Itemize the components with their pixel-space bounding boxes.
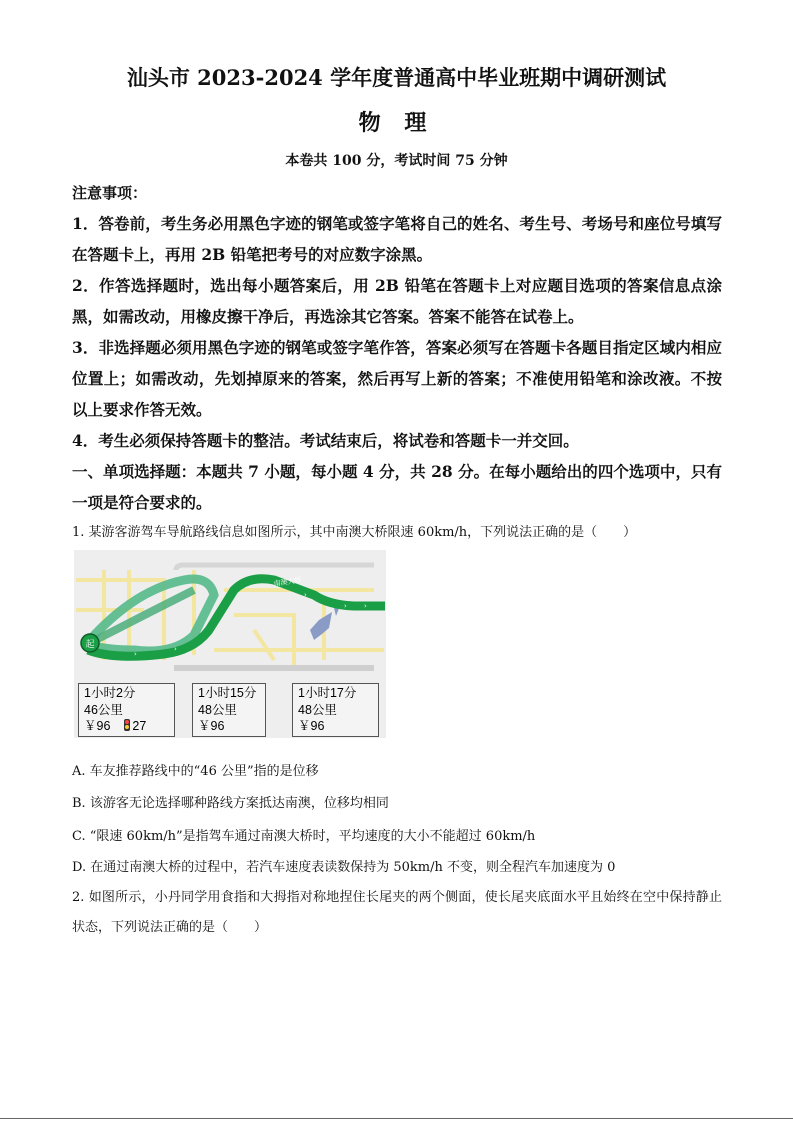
option-a: A. 车友推荐路线中的“46 公里”指的是位移 xyxy=(72,764,319,779)
route-card-1[interactable] xyxy=(78,683,175,737)
route-1-lights: 27 xyxy=(132,719,147,733)
route-2-cost: ￥96 xyxy=(198,719,225,733)
notice-item-3: 3．非选择题必须用黑色字迹的钢笔或签字笔作答，答案必须写在答题卡各题目指定区域内相应位置上；如需改动，先划掉原来的答案，然后再写上新的答案；不准使用铅笔和涂改液。不按以上要求作答无效。 xyxy=(72,338,722,419)
svg-text:›: › xyxy=(364,602,367,610)
route-2-time: 1小时15分 xyxy=(198,686,257,700)
route-2-distance: 48公里 xyxy=(198,702,237,717)
option-c: C. “限速 60km/h”是指驾车通过南澳大桥时，平均速度的大小不能超过 60km/h xyxy=(72,829,536,844)
start-marker-label: 起 xyxy=(85,640,95,650)
route-3-cost: ￥96 xyxy=(298,719,325,733)
exam-info: 本卷共 100 分，考试时间 75 分钟 xyxy=(285,153,508,169)
traffic-light-icon xyxy=(124,719,130,731)
section-heading: 一、单项选择题：本题共 7 小题，每小题 4 分，共 28 分。在每小题给出的四个选项中，只有一项是符合要求的。 xyxy=(72,462,722,512)
page-bottom-divider xyxy=(0,1118,793,1119)
route-3-distance: 48公里 xyxy=(298,702,337,717)
route-1-cost-row xyxy=(84,718,169,735)
option-d: D. 在通过南澳大桥的过程中，若汽车速度表读数保持为 50km/h 不变，则全程汽车加速度为 0 xyxy=(72,860,616,875)
exam-title: 汕头市 2023-2024 学年度普通高中毕业班期中调研测试 xyxy=(126,65,667,90)
route-3-time: 1小时17分 xyxy=(298,686,357,700)
route-card-2[interactable] xyxy=(192,683,266,737)
option-b: B. 该游客无论选择哪种路线方案抵达南澳，位移均相同 xyxy=(72,796,389,811)
route-1-cost: ￥96 xyxy=(84,719,111,733)
svg-text:›: › xyxy=(174,645,177,653)
route-1-time: 1小时2分 xyxy=(84,686,136,700)
notice-item-4: 4．考生必须保持答题卡的整洁。考试结束后，将试卷和答题卡一并交回。 xyxy=(72,431,579,450)
svg-text:›: › xyxy=(344,602,347,610)
question-1-stem: 1. 某游客游驾车导航路线信息如图所示，其中南澳大桥限速 60km/h，下列说法正确的是（ ） xyxy=(72,525,637,540)
route-1-distance: 46公里 xyxy=(84,702,123,717)
route-card-3[interactable] xyxy=(292,683,379,737)
notice-heading: 注意事项： xyxy=(72,184,148,202)
subject-title: 物 理 xyxy=(358,110,435,136)
notice-item-1: 1．答卷前，考生务必用黑色字迹的钢笔或签字笔将自己的姓名、考生号、考场号和座位号填写在答题卡上，再用 2B 铅笔把考号的对应数字涂黑。 xyxy=(72,214,722,264)
bridge-label: 南澳大桥 xyxy=(273,576,303,588)
notice-item-2: 2．作答选择题时，选出每小题答案后，用 2B 铅笔在答题卡上对应题目选项的答案信息点涂黑，如需改动，用橡皮擦干净后，再选涂其它答案。答案不能答在试卷上。 xyxy=(72,276,722,326)
svg-text:›: › xyxy=(304,591,307,599)
question-2-stem: 2. 如图所示，小丹同学用食指和大拇指对称地捏住长尾夹的两个侧面，使长尾夹底面水平且始终在空中保持静止状态，下列说法正确的是（ ） xyxy=(72,890,722,935)
navigation-map-figure xyxy=(74,550,386,738)
svg-text:›: › xyxy=(134,650,137,658)
